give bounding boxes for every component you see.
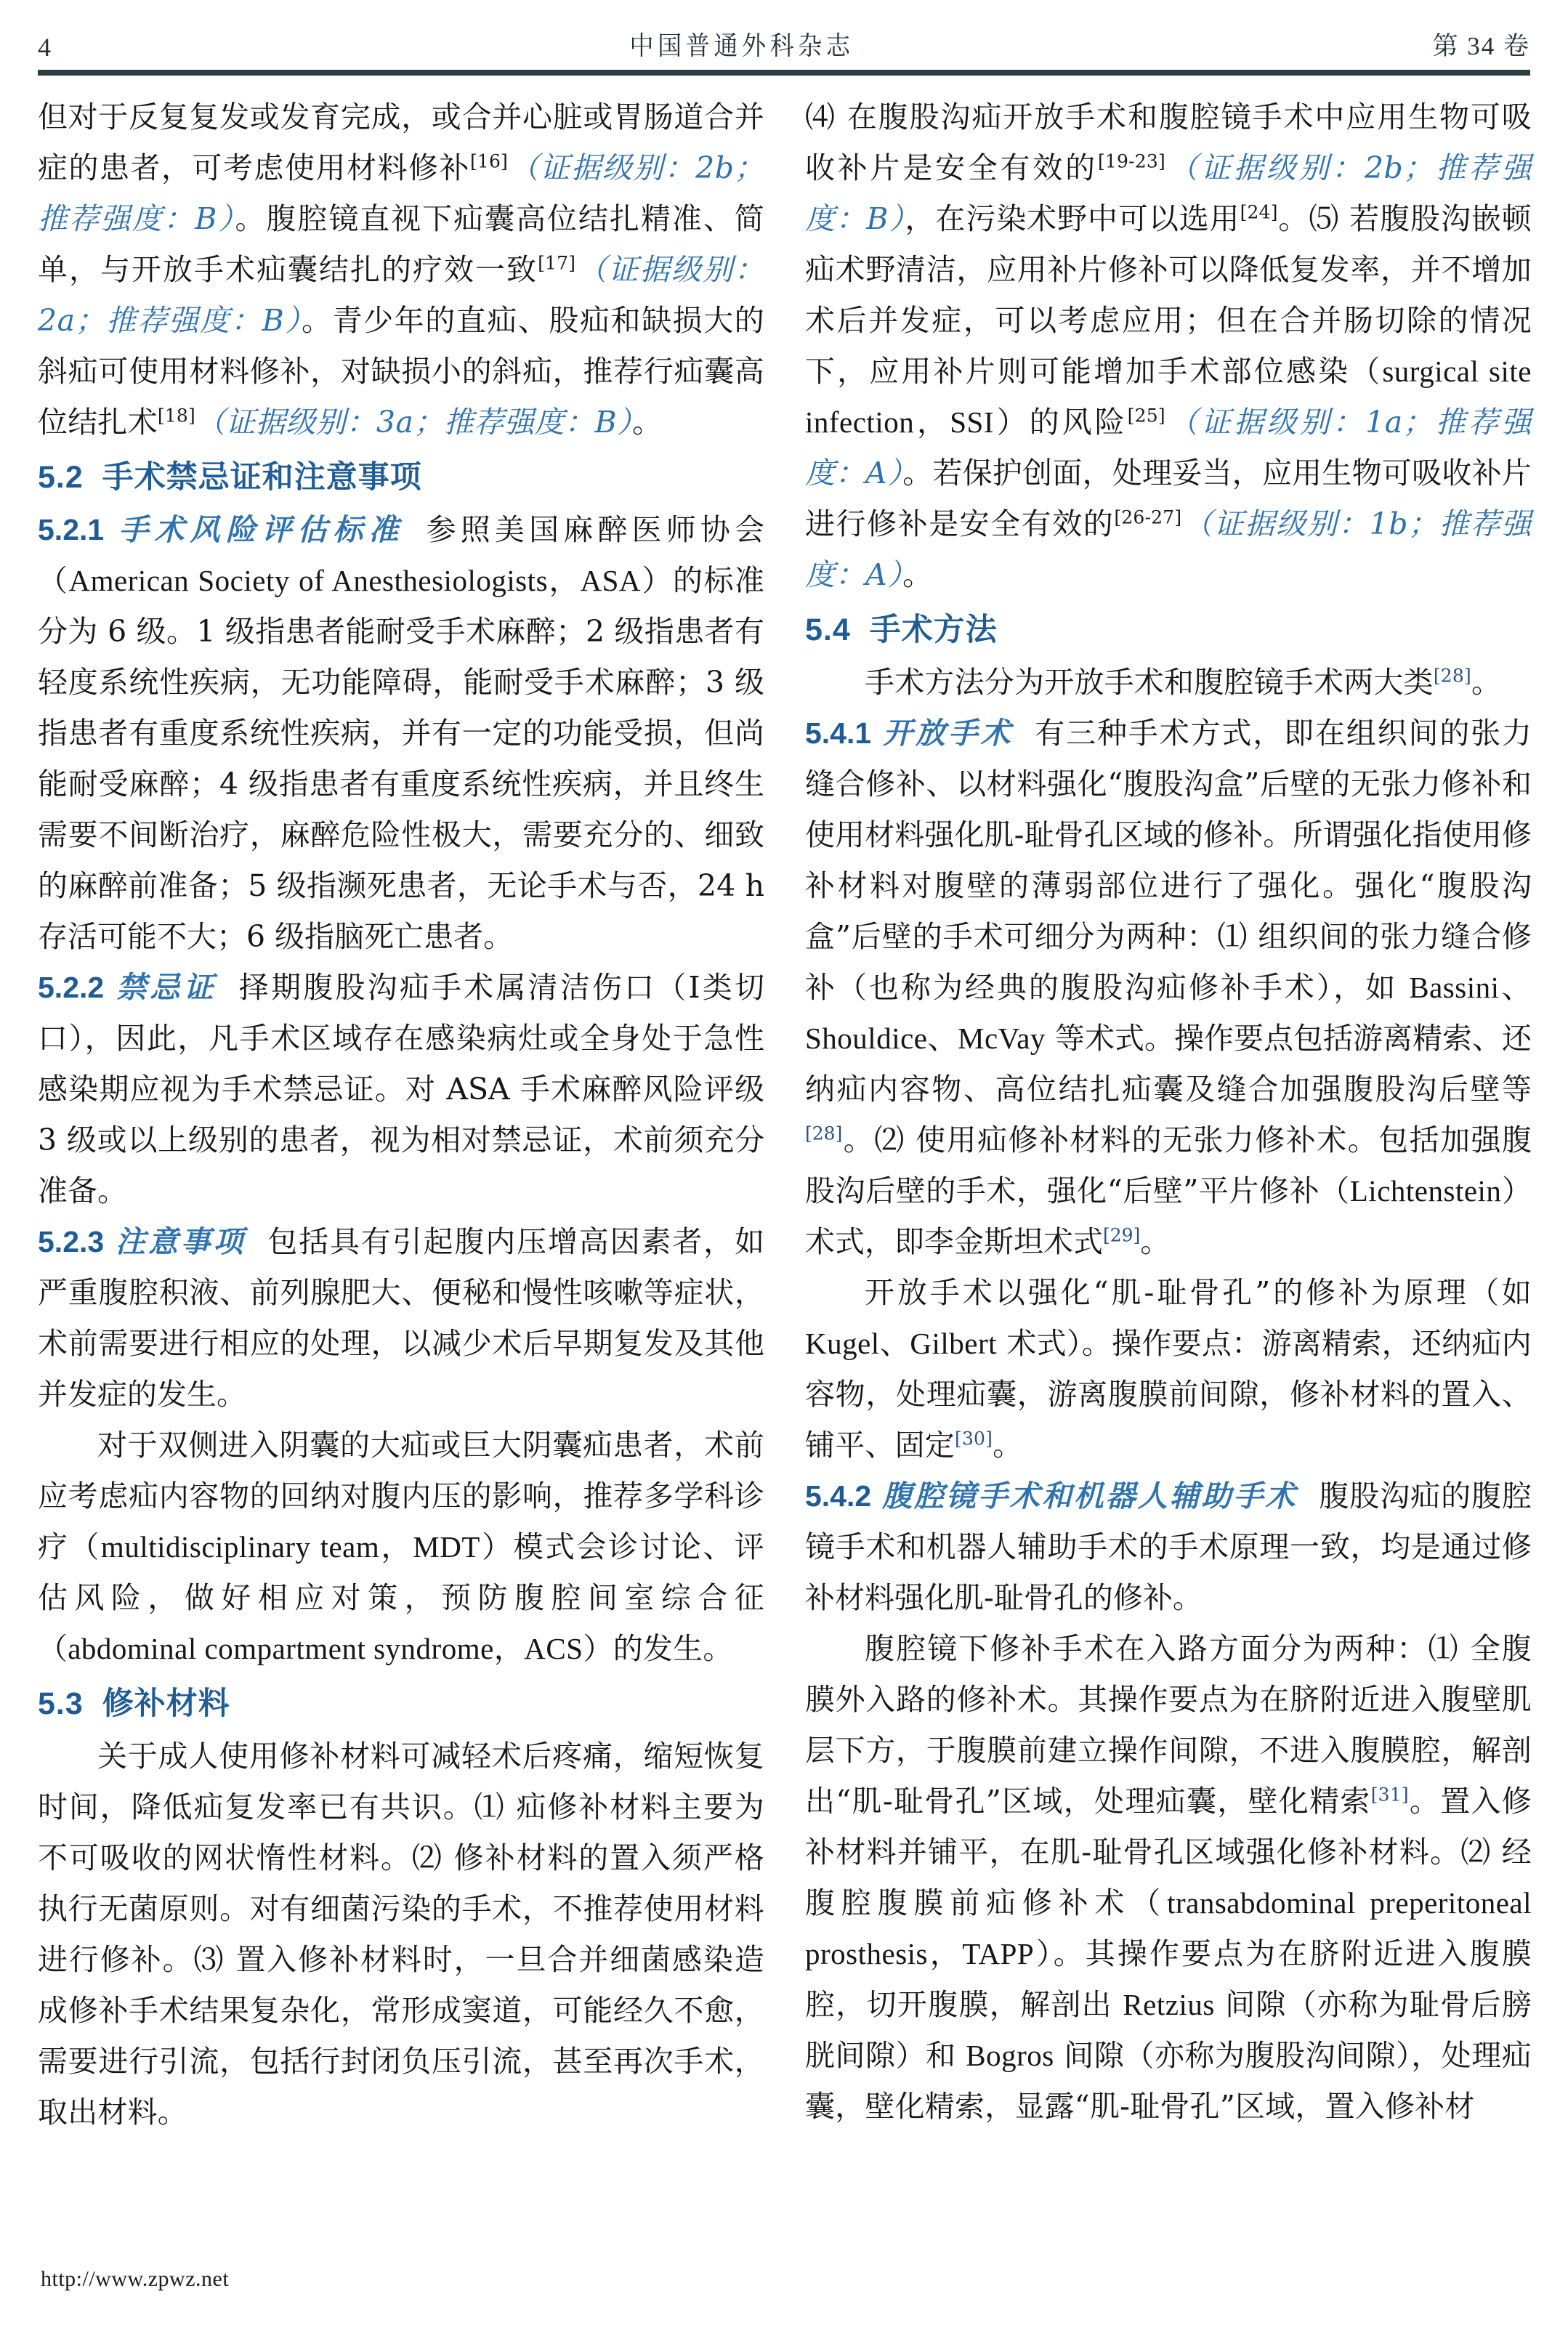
text-run: ）的发生。: [583, 1631, 733, 1666]
text-run: 。⑸ 若腹股沟嵌顿疝术野清洁，应用补片修补可以降低复发率，并不增加术后并发症，可以考虑应用；但在合并肠切除的情况下，应用补片则可能增加手术部位感染（: [805, 201, 1532, 389]
reference-marker: [30]: [955, 1428, 993, 1449]
reference-marker: [25]: [1127, 405, 1165, 426]
section-number: 5.3: [38, 1686, 84, 1721]
text-run: 间隙（亦称为耻骨后膀胱间隙）和: [805, 1987, 1532, 2073]
text-run: 。⑵ 使用疝修补材料的无张力修补术。包括加强腹股沟后壁的手术，强化“后壁”平片修补（: [805, 1123, 1532, 1208]
text-run: ）。其操作要点为在脐附近进入腹膜腔，切开腹膜，解剖出: [805, 1936, 1532, 2022]
subsection-5-2-1: [38, 504, 764, 962]
text-run: ）的标准分为 6 级。1 级指患者能耐受手术麻醉；2 级指患者有轻度系统性疾病，无功能障碍，能耐受手术麻醉；3 级指患者有重度系统性疾病，并有一定的功能受损，但尚能耐受麻醉；4 级指患者有重度系统性疾病，并且终生需要不间断治疗，麻醉危险性极大，需要充分的、细致的麻醉前准备；5 级指濒死患者，无论手术与否，24 h 存活可能不大；6 级指脑死亡患者。: [38, 563, 765, 954]
section-number: 5.2: [38, 460, 84, 495]
reference-marker: [31]: [1370, 1784, 1409, 1806]
english-term: Kugel、Gilbert: [805, 1327, 998, 1360]
text-run: 。青少年的直疝、股疝和缺损大的斜疝可使用材料修补，对缺损小的斜疝，推荐行疝囊高位结扎术: [38, 303, 764, 440]
subsection-5-2-3: [38, 1216, 764, 1420]
paragraph-biologic-mesh: [805, 92, 1532, 600]
subsection-title: 腹腔镜手术和机器人辅助手术: [881, 1479, 1298, 1513]
right-column: [805, 92, 1532, 2223]
paragraph-open-surgery: [805, 1267, 1532, 1471]
text-run: 。: [902, 557, 933, 592]
reference-marker: [17]: [538, 252, 576, 274]
english-term: Bogros: [966, 2039, 1054, 2072]
evidence-grade: （证据级别：1a；推荐强度：A）: [805, 405, 1532, 490]
text-run: 。若保护创面，处理妥当，应用生物可吸收补片进行修补是安全有效的: [805, 456, 1532, 541]
subsection-title: 注意事项: [114, 1224, 246, 1259]
evidence-grade: （证据级别：3a；推荐强度：B）: [195, 405, 633, 440]
evidence-grade: （证据级别：1b；推荐强度：A）: [805, 506, 1532, 592]
subsection-title: 开放手术: [881, 716, 1014, 751]
text-run: 择期腹股沟疝手术属清洁伤口（Ⅰ类切口），因此，凡手术区域存在感染病灶或全身处于急性感染期应视为手术禁忌证。对 ASA 手术麻醉风险评级 3 级或以上级别的患者，视为相对禁忌证，术前须充分准备。: [38, 970, 764, 1208]
text-run: 有三种手术方式，即在组织间的张力缝合修补、以材料强化“腹股沟盒”后壁的无张力修补和使用材料强化肌-耻骨孔区域的修补。所谓强化指使用修补材料对腹壁的薄弱部位进行了强化。强化“腹股沟盒”后壁的手术可细分为两种：⑴ 组织间的张力缝合修补（也称为经典的腹股沟疝修补手术），如: [805, 716, 1532, 1005]
section-title: 修补材料: [102, 1686, 230, 1722]
text-run: 等术式。操作要点包括游离精索、还纳疝内容物、高位结扎疝囊及缝合加强腹股沟后壁等: [805, 1021, 1532, 1107]
text-run: 对于双侧进入阴囊的大疝或巨大阴囊疝患者，术前应考虑疝内容物的回纳对腹内压的影响，推荐多学科诊疗（: [38, 1428, 764, 1564]
text-run: ）模式会诊讨论、评估风险，做好相应对策，预防腹腔间室综合征（: [38, 1529, 764, 1666]
text-run: 腹股沟疝的腹腔镜手术和机器人辅助手术的手术原理一致，均是通过修补材料强化肌-耻骨孔的修补。: [805, 1479, 1532, 1615]
page-folio: 4: [38, 33, 52, 62]
text-run: ）术式，即李金斯坦术式: [805, 1173, 1532, 1259]
section-title: 手术禁忌证和注意事项: [102, 459, 422, 496]
subsection-number: 5.4.1: [805, 716, 872, 750]
section-heading-5-3: [38, 1678, 764, 1729]
subsection-5-4-2: [805, 1471, 1532, 1623]
reference-marker: [18]: [157, 405, 195, 426]
paragraph-repair-materials: 关于成人使用修补材料可减轻术后疼痛，缩短恢复时间，降低疝复发率已有共识。⑴ 疝修补材料主要为不可吸收的网状惰性材料。⑵ 修补材料的置入须严格执行无菌原则。对有细菌污染的手术，不推荐使用材料进行修补。⑶ 置入修补材料时，一旦合并细菌感染造成修补手术结果复杂化，常形成窦道，可能经久不愈，需要进行引流，包括行封闭负压引流，甚至再次手术，取出材料。: [38, 1739, 764, 2130]
section-heading-5-4: [805, 604, 1532, 655]
reference-marker: [16]: [469, 150, 509, 172]
reference-marker: [28]: [1433, 665, 1471, 687]
english-term: transabdominal preperitoneal prosthesis，TAPP: [805, 1886, 1532, 1970]
text-run: 。腹腔镜直视下疝囊高位结扎精准、简单，与开放手术疝囊结扎的疗效一致: [38, 201, 764, 287]
english-term: American Society of Anesthesiologists，ASA: [68, 564, 642, 597]
reference-marker: [29]: [1103, 1224, 1141, 1246]
english-term: Retzius: [1123, 1988, 1215, 2021]
text-run: 手术方法分为开放手术和腹腔镜手术两大类: [865, 665, 1434, 700]
journal-title: 中国普通外科杂志: [629, 31, 854, 61]
evidence-grade: （证据级别：2a；推荐强度：B）: [38, 252, 765, 338]
reference-marker: [19-23]: [1097, 150, 1165, 172]
running-head: [38, 16, 1530, 62]
english-term: abdominal compartment syndrome，ACS: [68, 1632, 583, 1665]
subsection-number: 5.2.2: [38, 971, 105, 1004]
left-column: [38, 92, 764, 2223]
text-run: 术式）。操作要点：游离精索，还纳疝内容物，处理疝囊，游离腹膜前间隙，修补材料的置入、铺平、固定: [805, 1326, 1532, 1463]
text-run: ，在污染术野中可以选用: [905, 201, 1240, 236]
subsection-5-2-2: [38, 962, 764, 1216]
subsection-title: 禁忌证: [114, 970, 217, 1005]
english-term: Lichtenstein: [1349, 1174, 1502, 1208]
text-run: 。: [1140, 1224, 1171, 1259]
text-run: 开放手术以强化“肌-耻骨孔”的修补为原理（如: [865, 1275, 1532, 1310]
text-run: 但对于反复复发或发育完成，或合并心脏或胃肠道合并症的患者，可考虑使用材料修补: [38, 100, 764, 185]
volume-label: 第 34 卷: [1432, 32, 1530, 60]
reference-marker: [26-27]: [1114, 506, 1182, 528]
header-rule: [38, 70, 1530, 76]
text-run: 腹腔镜下修补手术在入路方面分为两种：⑴ 全腹膜外入路的修补术。其操作要点为在脐附近进入腹壁肌层下方，于腹膜前建立操作间隙，不进入腹膜腔，解剖出“肌-耻骨孔”区域，处理疝囊，壁化精索: [805, 1631, 1532, 1819]
footer-url[interactable]: http://www.zpwz.net: [41, 2267, 230, 2291]
text-run: ⑷ 在腹股沟疝开放手术和腹腔镜手术中应用生物可吸收补片是安全有效的: [805, 100, 1532, 185]
subsection-number: 5.4.2: [805, 1479, 872, 1513]
text-run: 。: [1471, 665, 1502, 700]
english-term: surgical site infection，SSI: [805, 355, 1532, 439]
paragraph-laparoscopic-approach: [805, 1623, 1532, 2132]
paragraph-continued: [38, 92, 764, 448]
section-number: 5.4: [805, 612, 851, 647]
evidence-grade: （证据级别：2b；推荐强度：B）: [805, 150, 1532, 236]
reference-marker: [28]: [805, 1123, 843, 1144]
text-run: 。: [632, 405, 663, 440]
two-column-body: [38, 92, 1530, 2223]
subsection-title: 手术风险评估标准: [114, 512, 405, 547]
text-run: 参照美国麻醉医师协会（: [38, 512, 765, 598]
text-run: 。置入修补材料并铺平，在肌-耻骨孔区域强化修补材料。⑵ 经腹腔腹膜前疝修补术（: [805, 1784, 1532, 1920]
reference-marker: [24]: [1240, 201, 1278, 223]
text-run: ）的风险: [994, 405, 1128, 440]
section-title: 手术方法: [869, 612, 998, 648]
text-run: 包括具有引起腹内压增高因素者，如严重腹腔积液、前列腺肥大、便秘和慢性咳嗽等症状，术前需要进行相应的处理，以减少术后早期复发及其他并发症的发生。: [38, 1224, 765, 1412]
english-term: multidisciplinary team，MDT: [100, 1530, 480, 1564]
text-run: 。: [993, 1428, 1023, 1463]
subsection-number: 5.2.3: [38, 1225, 105, 1258]
paragraph-mdt: [38, 1420, 764, 1674]
section-heading-5-2: [38, 452, 764, 503]
paragraph-surgical-methods: [805, 657, 1532, 708]
english-term: Bassini、Shouldice、McVay: [805, 971, 1532, 1055]
subsection-number: 5.2.1: [38, 513, 105, 546]
text-run: 间隙（亦称为腹股沟间隙），处理疝囊，壁化精索，显露“肌-耻骨孔”区域，置入修补材: [805, 2038, 1532, 2124]
evidence-grade: （证据级别：2b；推荐强度：B）: [38, 150, 764, 236]
subsection-5-4-1: [805, 708, 1532, 1267]
